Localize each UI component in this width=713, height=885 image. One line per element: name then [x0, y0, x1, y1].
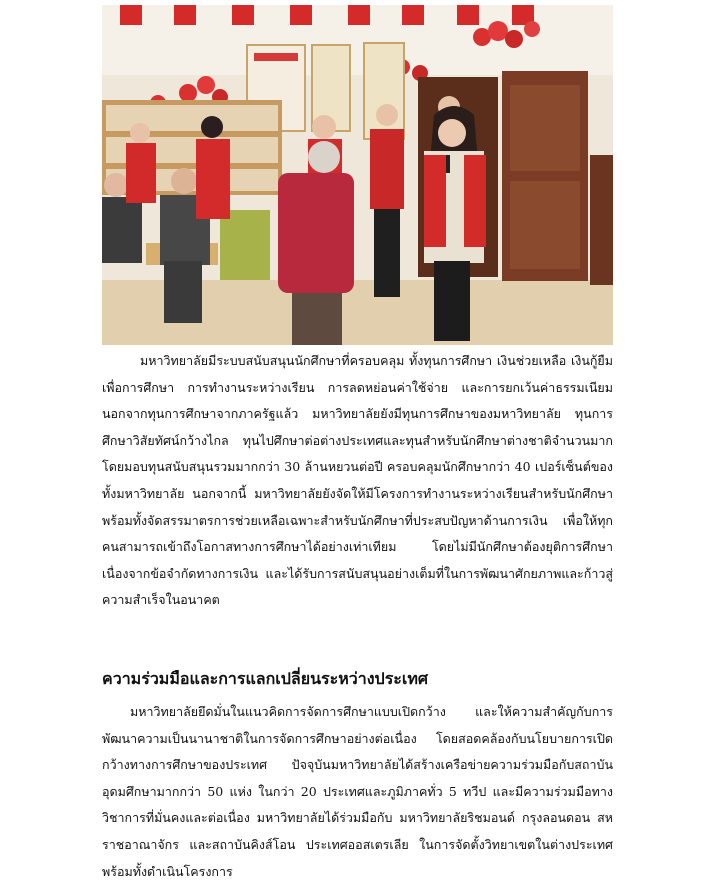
- volunteer-event-photo-icon: [102, 5, 613, 345]
- section-heading-international: ความร่วมมือและการแลกเปลี่ยนระหว่างประเทศ: [102, 669, 429, 688]
- paragraph-student-support: มหาวิทยาลัยมีระบบสนับสนุนนักศึกษาที่ครอบคลุม ทั้งทุนการศึกษา เงินช่วยเหลือ เงินกู้ยืมเพื่อการศึกษา การทำงานระหว่างเรียน การลดหย่อนค่าใช้จ่าย และการยกเว้นค่าธรรมเนียม นอกจากทุนการศึกษาจากภาครัฐแล้ว มหาวิทยาลัยยังมีทุนการศึกษาของมหาวิทยาลัย ทุนการศึกษาวิสัยทัศน์กว้างไกล ทุนไปศึกษาต่อต่างประเทศและทุนสำหรับนักศึกษาต่างชาติจำนวนมาก โดยมอบทุนสนับสนุนรวมมากกว่า 30 ล้านหยวนต่อปี ครอบคลุมนักศึกษากว่า 40 เปอร์เซ็นต์ของทั้งมหาวิทยาลัย นอกจากนี้ มหาวิทยาลัยยังจัดให้มีโครงการทำงานระหว่างเรียนสำหรับนักศึกษา พร้อมทั้งจัดสรรมาตรการช่วยเหลือเฉพาะสำหรับนักศึกษาที่ประสบปัญหาด้านการเงิน เพื่อให้ทุกคนสามารถเข้าถึงโอกาสทางการศึกษาได้อย่างเท่าเทียม โดยไม่มีนักศึกษาต้องยุติการศึกษาเนื่องจากข้อจำกัดทางการเงิน และได้รับการสนับสนุนอย่างเต็มที่ในการพัฒนาศักยภาพและก้าวสู่ความสำเร็จในอนาคต: [102, 353, 613, 608]
- event-photo: [102, 5, 613, 345]
- paragraph-international-cooperation: มหาวิทยาลัยยึดมั่นในแนวคิดการจัดการศึกษาแบบเปิดกว้าง และให้ความสำคัญกับการพัฒนาความเป็นนานาชาติในการจัดการศึกษาอย่างต่อเนื่อง โดยสอดคล้องกับนโยบายการเปิดกว้างทางการศึกษาของประเทศ ปัจจุบันมหาวิทยาลัยได้สร้างเครือข่ายความร่วมมือกับสถาบันอุดมศึกษามากกว่า 50 แห่ง ในกว่า 20 ประเทศและภูมิภาคทั่ว 5 ทวีป และมีความร่วมมือทางวิชาการที่มั่นคงและต่อเนื่อง มหาวิทยาลัยได้ร่วมมือกับ มหาวิทยาลัยริชมอนด์ กรุงลอนดอน สหราชอาณาจักร และสถาบันคิงส์โอน ประเทศออสเตรเลีย ในการจัดตั้งวิทยาเขตในต่างประเทศ พร้อมทั้งดำเนินโครงการ: [102, 704, 613, 879]
